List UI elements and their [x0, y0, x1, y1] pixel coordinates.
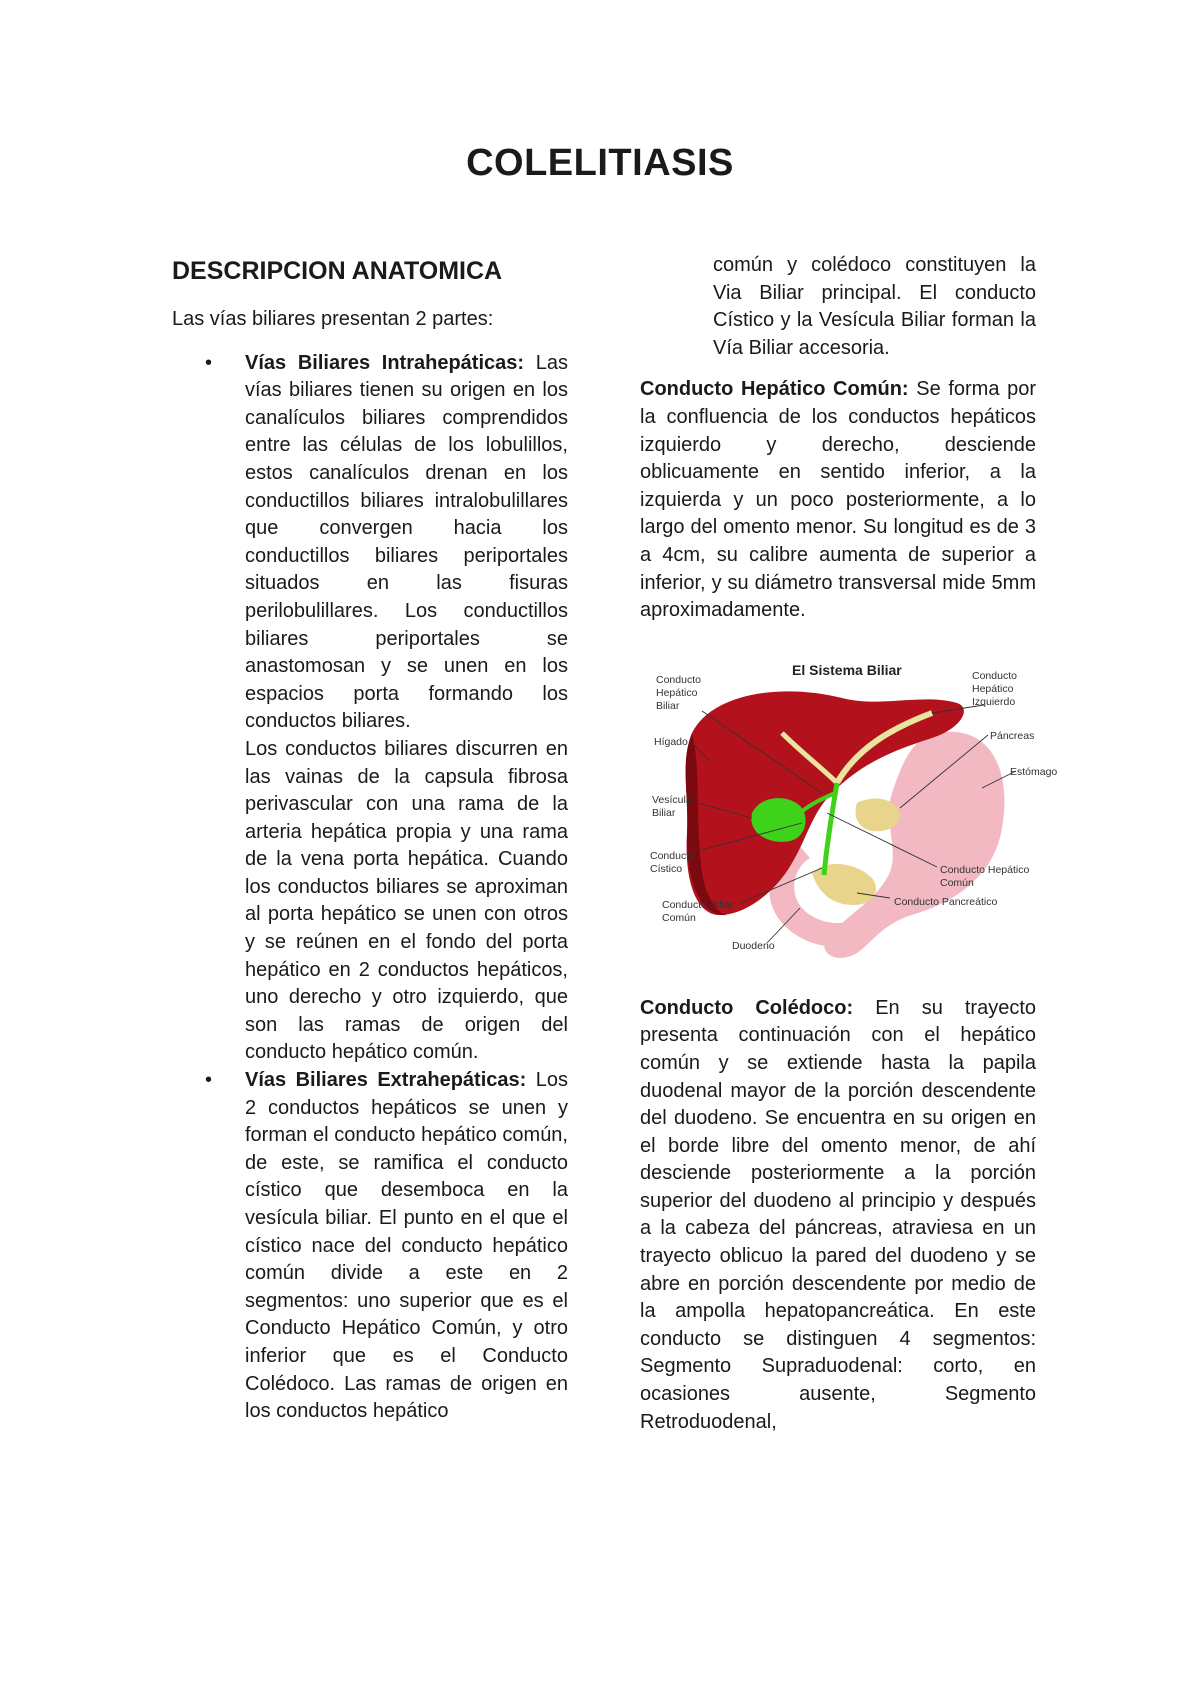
text-coledoco: En su trayecto presenta continuación con el hepático común y se extiende hasta la papila duodenal mayor de la porción descendente del duodeno. Se encuentra en su origen en el borde libre del omento menor, de ahí desciende posteriormente a la porción superior del duodeno al principio y después a la cabeza del páncreas, atraviesa en un trayecto oblicuo la pared del duodeno y se abre en porción descendente por medio de la ampolla hepatopancreática. En este conducto se distinguen 4 segmentos: Segmento Supraduodenal: corto, en ocasiones ausente, Segmento Retroduodenal, — [640, 996, 1037, 1433]
list-item-intrahepaticas — [172, 350, 568, 1067]
list-item-extrahepaticas — [172, 1067, 568, 1426]
label-estomago: Estómago — [1010, 765, 1058, 778]
text-hepatico-comun: Se forma por la confluencia de los conductos hepáticos izquierdo y derecho, desciende oblicuamente en sentido inferior, a la izquierda y un poco posteriormente, a lo largo del omento menor. Su longitud es de 3 a 4cm, su calibre aumenta de superior a inferior, y su diámetro transversal mide 5mm aproximadamente. — [640, 378, 1036, 622]
label-conducto-hepatico-biliar: Conducto Hepático Biliar — [656, 673, 701, 712]
bullet-icon: • — [205, 1069, 213, 1092]
term-coledoco: Conducto Colédoco: — [640, 996, 854, 1019]
label-higado: Hígado — [654, 735, 688, 748]
text-intrahepaticas: Las vías biliares tienen su origen en los canalículos biliares comprendidos entre las células de los lobulillos, estos canalículos drenan en los conductillos biliares intralobulillares que convergen hacia los conductillos biliares periportales situados en las fisuras perilobulillares. Los conductillos biliares periportales se anastomosan y se unen en los espacios porta formando los conductos biliares. — [245, 351, 568, 733]
label-conducto-cistico: Conducto Cístico — [650, 849, 695, 875]
label-pancreas: Páncreas — [990, 729, 1035, 742]
term-hepatico-comun: Conducto Hepático Común: — [640, 378, 909, 401]
intro-paragraph: Las vías biliares presentan 2 partes: — [172, 308, 494, 330]
biliary-system-illustration — [632, 653, 1072, 971]
bullet-list — [172, 350, 568, 1426]
coledoco-paragraph — [640, 995, 1036, 1437]
text-extrahepaticas: Los 2 conductos hepáticos se unen y forman el conducto hepático común, de este, se ramifica el conducto cístico que desemboca en la vesícula biliar. El punto en el que el cístico nace del conducto hepático común divide a este en 2 segmentos: uno superior que es el Conducto Hepático Común, y otro inferior que es el Conducto Colédoco. Las ramas de origen en los conductos hepático — [245, 1069, 568, 1423]
text-intrahepaticas-2: Los conductos biliares discurren en las vainas de la capsula fibrosa perivascular con una rama de la arteria hepática propia y una rama de la vena porta hepática. Cuando los conductos biliares se aproximan al porta hepático se unen con otros y se reúnen en el fondo del porta hepático en 2 conductos hepáticos, uno derecho y otro izquierdo, que son las ramas de origen del conducto hepático común. — [245, 737, 568, 1064]
left-column — [172, 252, 568, 1426]
section-heading: DESCRIPCION ANATOMICA — [172, 257, 503, 285]
term-extrahepaticas: Vías Biliares Extrahepáticas: — [245, 1069, 527, 1092]
biliary-system-figure — [632, 653, 1072, 971]
hepatico-comun-paragraph — [640, 376, 1036, 624]
label-conducto-hepatico-comun: Conducto Hepático Común — [940, 863, 1030, 889]
label-vesicula-biliar: Vesícula Biliar — [652, 793, 692, 819]
label-conducto-hepatico-izquierdo: Conducto Hepático Izquierdo — [972, 669, 1017, 708]
term-intrahepaticas: Vías Biliares Intrahepáticas: — [245, 351, 525, 374]
bullet-icon: • — [205, 351, 213, 374]
continuation-paragraph: común y colédoco constituyen la Via Biliar principal. El conducto Cístico y la Vesícula Biliar forman la Vía Biliar accesoria. — [713, 254, 1036, 359]
figure-title: El Sistema Biliar — [792, 661, 902, 678]
page-title: COLELITIASIS — [466, 142, 734, 184]
label-conducto-biliar-comun: Conducto Biliar Común — [662, 898, 734, 924]
label-duodeno: Duodeno — [732, 939, 775, 952]
label-conducto-pancreatico: Conducto Pancreático — [894, 895, 998, 908]
right-column — [640, 252, 1058, 1450]
